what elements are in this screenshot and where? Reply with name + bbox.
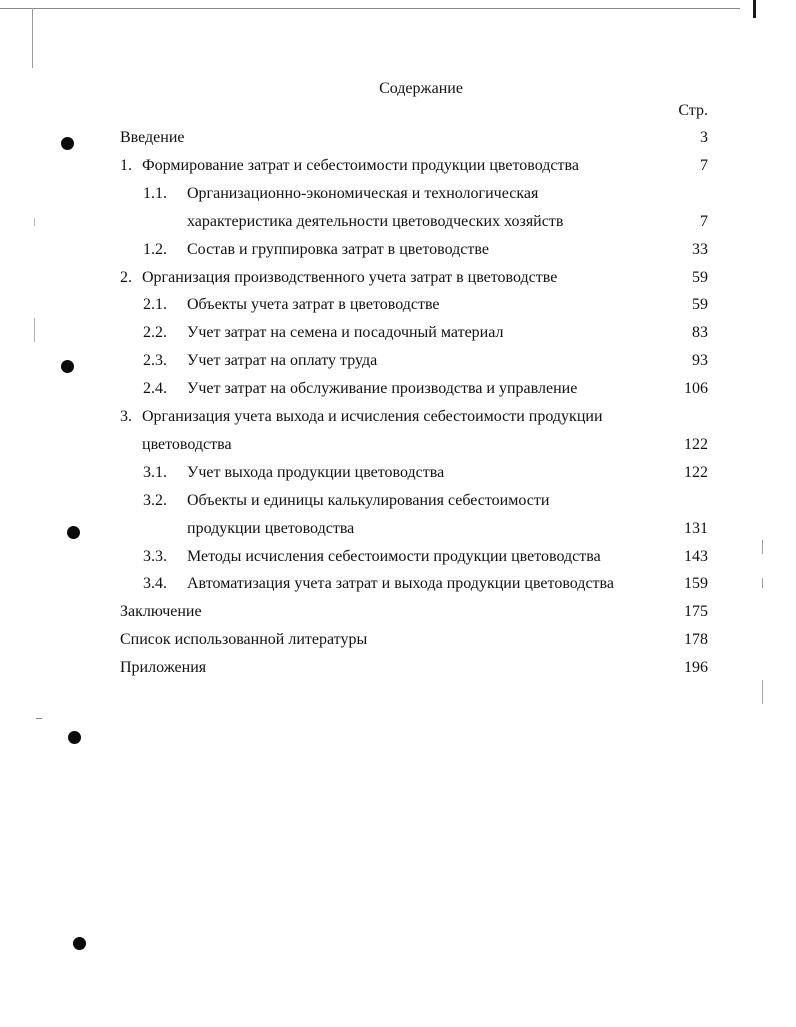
scan-edge-left [32, 8, 33, 68]
toc-entry-page: 7 [700, 156, 708, 174]
toc-entry-number: 1.1. [143, 184, 167, 202]
toc-entry-title: Методы исчисления себестоимости продукции цветоводства [187, 547, 601, 565]
toc-entry-title: Организационно-экономическая и технологическая [187, 184, 539, 202]
toc-entry-number: 3.1. [143, 463, 167, 481]
toc-entry-page: 83 [692, 324, 708, 342]
toc-entry-title: Организация учета выхода и исчисления себестоимости продукции [142, 408, 603, 425]
toc-entry-title: Учет затрат на обслуживание производства и управление [187, 380, 578, 398]
toc-entry-page: 159 [684, 575, 708, 593]
scan-edge-mark [36, 718, 42, 719]
page-title: Содержание [379, 80, 463, 97]
toc-entry-number: 2. [120, 268, 132, 286]
toc-entry-title: Учет выхода продукции цветоводства [187, 463, 445, 481]
toc-entry-title: Заключение [120, 603, 202, 621]
punch-hole [67, 526, 80, 539]
toc-entry-title: цветоводства [142, 435, 232, 453]
punch-hole [61, 360, 74, 373]
toc-entry-number: 3.4. [143, 575, 167, 593]
toc-entry-title: Объекты учета затрат в цветоводстве [187, 296, 440, 314]
toc-entry-page: 59 [692, 268, 708, 286]
toc-entry-title: Учет затрат на семена и посадочный материал [187, 324, 504, 342]
toc-entry-number: 3.2. [143, 491, 167, 509]
toc-entry-title: Автоматизация учета затрат и выхода продукции цветоводства [187, 575, 614, 593]
toc-entry-page: 3 [700, 129, 708, 146]
toc-entry-page: 7 [700, 212, 708, 230]
scan-edge-mark [762, 578, 763, 588]
toc-entry-page: 122 [684, 435, 708, 453]
toc-entry-number: 3.3. [143, 547, 167, 565]
scan-edge-mark [762, 540, 763, 554]
toc-entry-title: характеристика деятельности цветоводческих хозяйств [187, 212, 564, 230]
toc-entry-page: 122 [684, 463, 708, 481]
toc-entry-number: 2.3. [143, 352, 167, 370]
toc-entry-title: Введение [120, 129, 185, 146]
scan-edge-mark [762, 680, 763, 704]
toc-entry-page: 131 [684, 519, 708, 537]
punch-hole [61, 137, 74, 150]
toc-entry-title: Учет затрат на оплату труда [187, 352, 378, 370]
scan-edge-top [0, 8, 740, 9]
toc-entry-page: 106 [684, 380, 708, 398]
toc-entry-title: Список использованной литературы [120, 631, 368, 649]
toc-entry-title: Состав и группировка затрат в цветоводстве [187, 240, 489, 258]
toc-entry-number: 2.1. [143, 296, 167, 314]
toc-entry-title: Объекты и единицы калькулирования себестоимости [187, 491, 550, 509]
toc-entry-title: Формирование затрат и себестоимости продукции цветоводства [142, 156, 579, 174]
punch-hole [73, 937, 86, 950]
scan-edge-mark [34, 218, 35, 226]
toc-entry-page: 196 [684, 659, 708, 677]
toc-entry-page: 33 [692, 240, 708, 258]
toc-entry-page: 93 [692, 352, 708, 370]
page-column-label: Стр. [678, 102, 708, 119]
scan-edge-mark [34, 318, 35, 342]
toc-entry-number: 1.2. [143, 240, 167, 258]
toc-entry-title: Приложения [120, 659, 207, 677]
toc-entry-number: 1. [120, 156, 132, 174]
toc-entry-page: 143 [684, 547, 708, 565]
punch-hole [68, 731, 81, 744]
toc-entry-page: 59 [692, 296, 708, 314]
toc-entry-number: 3. [120, 408, 132, 425]
toc-entry-page: 175 [684, 603, 708, 621]
toc-entry-page: 178 [684, 631, 708, 649]
toc-entry-number: 2.2. [143, 324, 167, 342]
toc-entry-title: Организация производственного учета затрат в цветоводстве [142, 268, 558, 286]
toc-entry-number: 2.4. [143, 380, 167, 398]
toc-entry-title: продукции цветоводства [187, 519, 355, 537]
scan-edge-right [753, 0, 756, 18]
